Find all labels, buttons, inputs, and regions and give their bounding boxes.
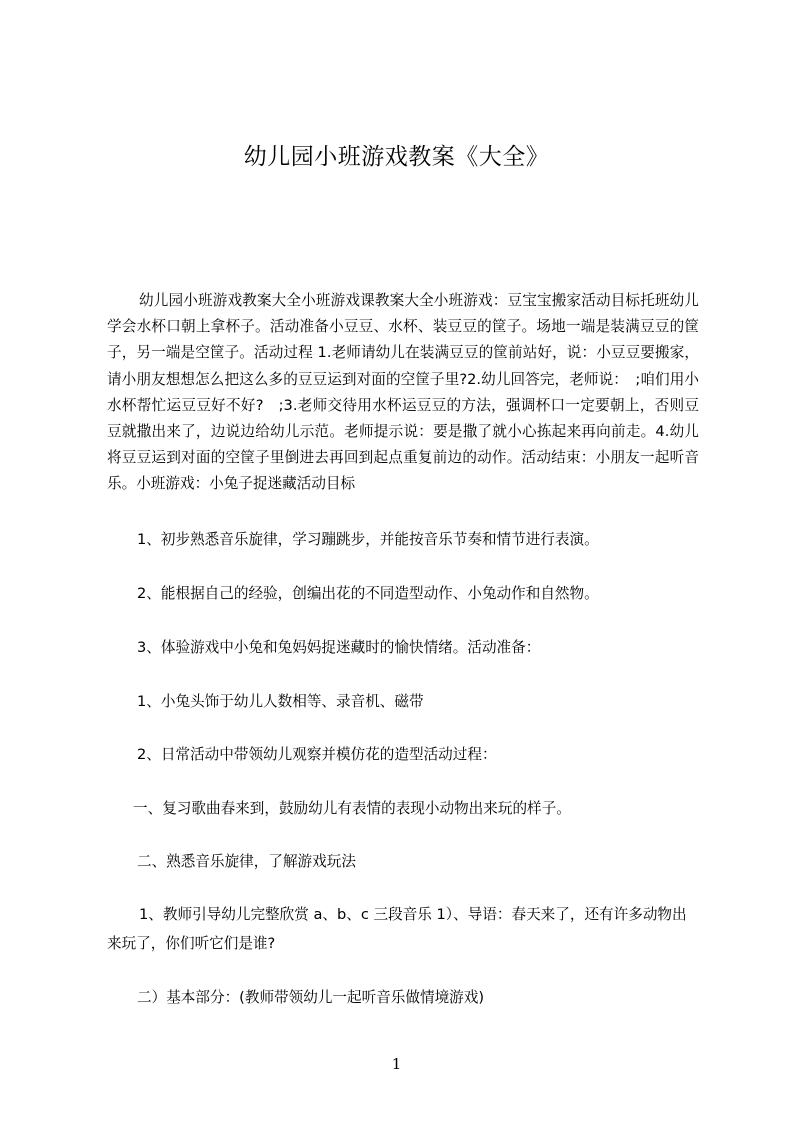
page-number: 1 <box>391 1055 402 1073</box>
step-familiarize-music: 二、熟悉音乐旋律，了解游戏玩法 <box>137 853 356 870</box>
preparation-1: 1、小兔头饰于幼儿人数相等、录音机、磁带 <box>137 693 424 710</box>
basic-section: 二）基本部分：(教师带领幼儿一起听音乐做情境游戏) <box>137 989 485 1006</box>
step-listen-music: 1、教师引导幼儿完整欣赏 a、b、c 三段音乐 1）、导语：春天来了，还有许多动物出来玩了，你们听它们是谁? <box>107 906 687 952</box>
objective-1: 1、初步熟悉音乐旋律，学习蹦跳步，并能按音乐节奏和情节进行表演。 <box>137 531 599 548</box>
preparation-2: 2、日常活动中带领幼儿观察并模仿花的造型活动过程： <box>137 746 497 763</box>
document-title: 幼儿园小班游戏教案《大全》 <box>243 144 550 170</box>
objective-2: 2、能根据自己的经验，创编出花的不同造型动作、小兔动作和自然物。 <box>137 585 599 602</box>
step-review-song: 一、复习歌曲春来到，鼓励幼儿有表情的表现小动物出来玩的样子。 <box>133 800 571 817</box>
intro-paragraph: 幼儿园小班游戏教案大全小班游戏课教案大全小班游戏：豆宝宝搬家活动目标托班幼儿学会水杯口朝上拿杯子。活动准备小豆豆、水杯、装豆豆的筐子。场地一端是装满豆豆的筐子，另一端是空筐子。活动过程 1.老师请幼儿在装满豆豆的筐前站好，说：小豆豆要搬家，请小朋友想想怎么把这么多的豆豆运到对面的空筐子里?2.幼儿回答完，老师说： ;咱们用小水杯帮忙运豆豆好不好? ;3.老师交待用水杯运豆豆的方法，强调杯口一定要朝上，否则豆豆就撒出来了，边说边给幼儿示范。老师提示说：要是撒了就小心拣起来再向前走。4.幼儿将豆豆运到对面的空筐子里倒进去再回到起点重复前边的动作。活动结束：小朋友一起听音乐。小班游戏：小兔子捉迷藏活动目标 <box>107 292 699 493</box>
objective-3: 3、体验游戏中小兔和兔妈妈捉迷藏时的愉快情绪。活动准备： <box>137 639 541 656</box>
